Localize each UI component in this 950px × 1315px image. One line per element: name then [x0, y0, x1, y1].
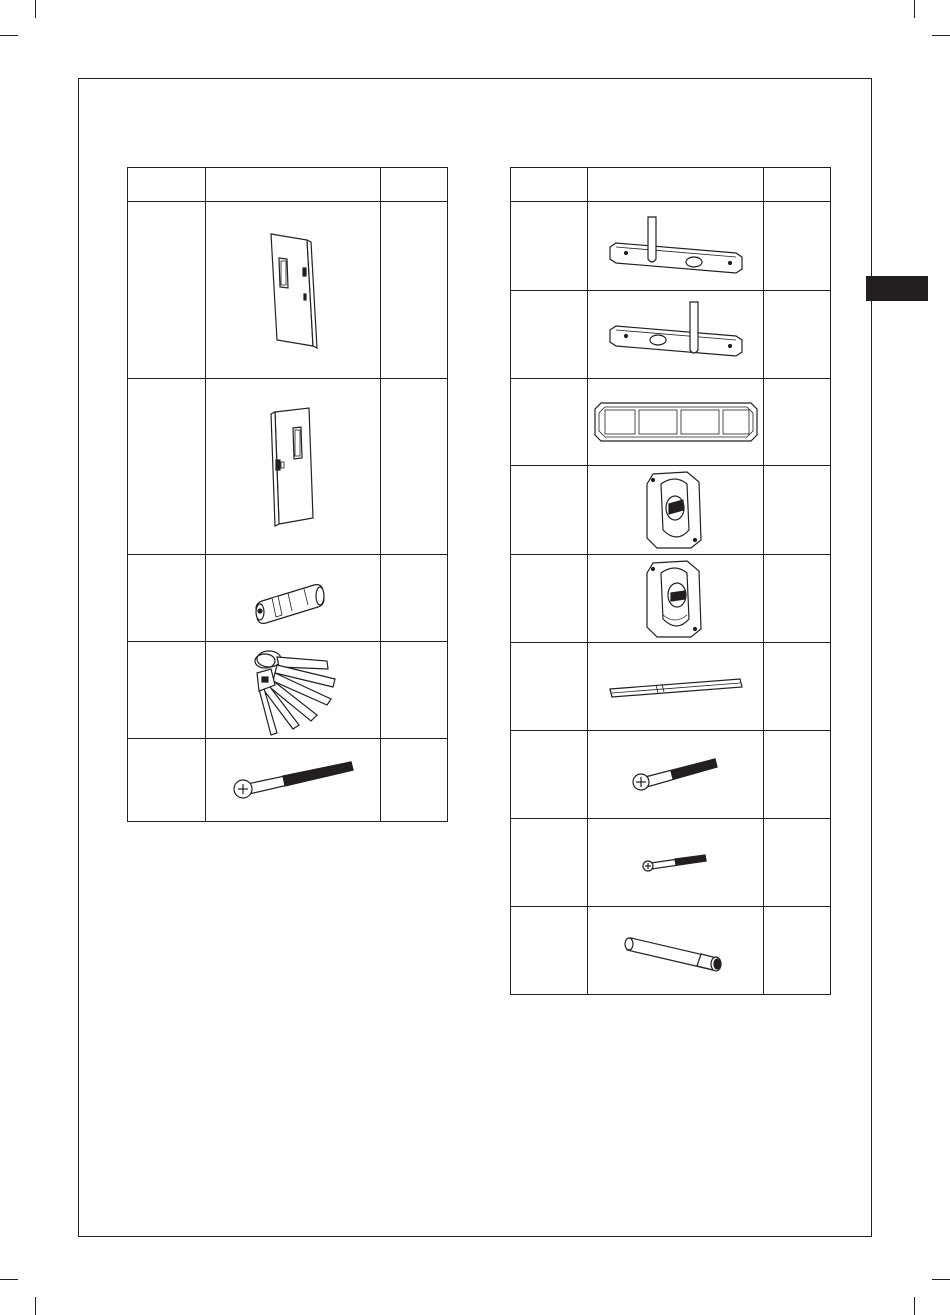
part-ref	[511, 819, 588, 907]
crop-mark-top-right-h	[932, 35, 950, 36]
escutcheon-back-icon	[643, 559, 709, 639]
part-ref	[128, 379, 206, 555]
part-ref	[511, 466, 588, 555]
table-row	[511, 643, 831, 731]
crop-mark-top-right-v	[914, 0, 915, 18]
table-row	[128, 379, 448, 555]
part-qty	[381, 555, 448, 642]
part-ref	[511, 643, 588, 731]
gasket-frame-icon	[591, 397, 761, 447]
handle-plate-left-icon	[606, 213, 746, 279]
table-row	[128, 555, 448, 642]
square-spindle-icon	[606, 667, 746, 707]
header-ref	[128, 168, 206, 202]
header-part	[588, 168, 764, 202]
section-tab-marker	[866, 276, 928, 301]
header-qty	[764, 168, 831, 202]
header-ref	[511, 168, 588, 202]
part-qty	[764, 731, 831, 819]
part-ref	[511, 555, 588, 643]
part-qty	[764, 291, 831, 379]
table-header-row	[511, 168, 831, 202]
part-ref	[511, 379, 588, 466]
part-ref	[128, 739, 206, 822]
part-qty	[381, 642, 448, 739]
crop-mark-bottom-left-v	[35, 1297, 36, 1315]
table-row	[511, 466, 831, 555]
medium-screw-icon	[631, 755, 721, 795]
part-qty	[381, 202, 448, 379]
table-row	[128, 739, 448, 822]
table-row	[128, 202, 448, 379]
part-qty	[764, 379, 831, 466]
escutcheon-icon	[643, 470, 709, 550]
lock-cylinder-icon	[248, 565, 338, 631]
key-set-icon	[237, 643, 349, 737]
part-ref	[511, 731, 588, 819]
door-leaf-right-icon	[263, 406, 323, 528]
part-ref	[511, 907, 588, 995]
table-row	[128, 642, 448, 739]
table-row	[511, 379, 831, 466]
crop-mark-top-left-v	[35, 0, 36, 18]
parts-table-right	[510, 167, 831, 995]
crop-mark-bottom-left-h	[0, 1279, 18, 1280]
table-row	[511, 819, 831, 907]
table-header-row	[128, 168, 448, 202]
header-qty	[381, 168, 448, 202]
parts-table-left	[127, 167, 448, 822]
part-ref	[511, 202, 588, 291]
part-qty	[764, 907, 831, 995]
crop-mark-bottom-right-h	[932, 1279, 950, 1280]
part-qty	[381, 379, 448, 555]
part-qty	[764, 555, 831, 643]
part-qty	[764, 466, 831, 555]
part-ref	[511, 291, 588, 379]
part-ref	[128, 202, 206, 379]
door-leaf-left-icon	[263, 230, 323, 350]
table-row	[511, 907, 831, 995]
part-qty	[764, 643, 831, 731]
table-row	[511, 555, 831, 643]
table-row	[511, 202, 831, 291]
threaded-sleeve-icon	[621, 926, 731, 976]
part-ref	[128, 555, 206, 642]
table-row	[511, 731, 831, 819]
long-screw-icon	[231, 758, 355, 802]
part-qty	[381, 739, 448, 822]
handle-plate-right-icon	[606, 300, 746, 370]
part-ref	[128, 642, 206, 739]
part-qty	[764, 202, 831, 291]
short-screw-icon	[641, 851, 711, 875]
crop-mark-top-left-h	[0, 35, 18, 36]
table-row	[511, 291, 831, 379]
part-qty	[764, 819, 831, 907]
crop-mark-bottom-right-v	[914, 1297, 915, 1315]
header-part	[206, 168, 381, 202]
